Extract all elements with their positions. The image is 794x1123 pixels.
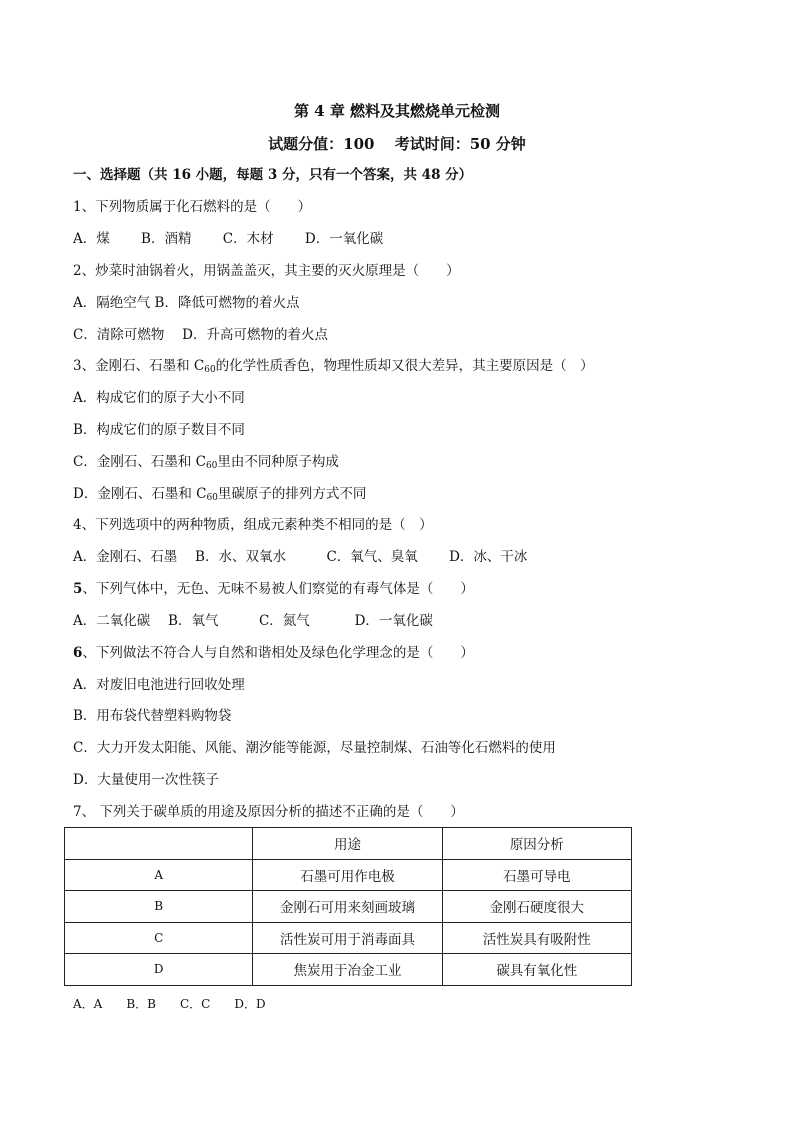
question-3-option-a: A．构成它们的原子大小不同 (73, 390, 245, 406)
question-7-options: A．A B．B C．C D．D (73, 997, 266, 1011)
question-1-options: A．煤 B．酒精 C．木材 D．一氧化碳 (73, 231, 384, 247)
question-6-option-d: D．大量使用一次性筷子 (73, 772, 219, 788)
table-row (65, 859, 632, 891)
table-row (65, 922, 632, 954)
question-7-table (64, 827, 632, 986)
question-4-options: A．金刚石、石墨 B．水、双氧水 C．氧气、臭氧 D．冰、干冰 (73, 549, 528, 565)
question-2-options-ab: A．隔绝空气 B．降低可燃物的着火点 (73, 295, 300, 311)
question-5-stem: 5、下列气体中，无色、无味不易被人们察觉的有毒气体是（ ） (73, 581, 474, 597)
table-header-cell: 原因分析 (442, 828, 631, 860)
table-cell: 石墨可用作电极 (253, 859, 442, 891)
question-3-stem: 3、金刚石、石墨和 $C_{60}$的化学性质香色，物理性质却又很大差异，其主要原因是（ ） (73, 358, 594, 375)
table-cell: 金刚石硬度很大 (442, 891, 631, 923)
question-7-stem: 7、 下列关于碳单质的用途及原因分析的描述不正确的是（ ） (73, 804, 464, 820)
table-row (65, 891, 632, 923)
section-heading: 一、选择题（共 16 小题，每题 3 分，只有一个答案，共 48 分） (73, 167, 473, 183)
table-cell: 石墨可导电 (442, 859, 631, 891)
table-header-cell (65, 828, 253, 860)
question-2-options-cd: C．清除可燃物 D．升高可燃物的着火点 (73, 327, 328, 343)
question-3-option-b: B．构成它们的原子数目不同 (73, 422, 245, 438)
table-cell: D (65, 954, 253, 986)
question-6-option-b: B．用布袋代替塑料购物袋 (73, 708, 232, 724)
exam-info: 试题分值：100 考试时间：50 分钟 (268, 135, 526, 153)
table-cell: 焦炭用于冶金工业 (253, 954, 442, 986)
table-cell: B (65, 891, 253, 923)
table-cell: 金刚石可用来刻画玻璃 (253, 891, 442, 923)
table-header-row (65, 828, 632, 860)
question-6-stem: 6、下列做法不符合人与自然和谐相处及绿色化学理念的是（ ） (73, 645, 474, 661)
table-cell: C (65, 922, 253, 954)
table-cell: 活性炭可用于消毒面具 (253, 922, 442, 954)
page-title: 第 4 章 燃料及其燃烧单元检测 (293, 102, 501, 120)
question-5-options: A．二氧化碳 B．氧气 C．氮气 D．一氧化碳 (73, 613, 433, 629)
question-6-option-c: C．大力开发太阳能、风能、潮汐能等能源，尽量控制煤、石油等化石燃料的使用 (73, 740, 556, 756)
table-header-cell: 用途 (253, 828, 442, 860)
table-cell: A (65, 859, 253, 891)
question-2-stem: 2、炒菜时油锅着火，用锅盖盖灭，其主要的灭火原理是（ ） (73, 263, 460, 279)
question-3-option-c: C．金刚石、石墨和 $C_{60}$里由不同种原子构成 (73, 454, 339, 471)
question-1-stem: 1、下列物质属于化石燃料的是（ ） (73, 199, 312, 215)
table-row (65, 954, 632, 986)
question-6-option-a: A．对废旧电池进行回收处理 (73, 677, 245, 693)
table-cell: 活性炭具有吸附性 (442, 922, 631, 954)
question-3-option-d: D．金刚石、石墨和 $C_{60}$里碳原子的排列方式不同 (73, 486, 367, 503)
question-4-stem: 4、下列选项中的两种物质，组成元素种类不相同的是（ ） (73, 517, 433, 533)
table-cell: 碳具有氧化性 (442, 954, 631, 986)
